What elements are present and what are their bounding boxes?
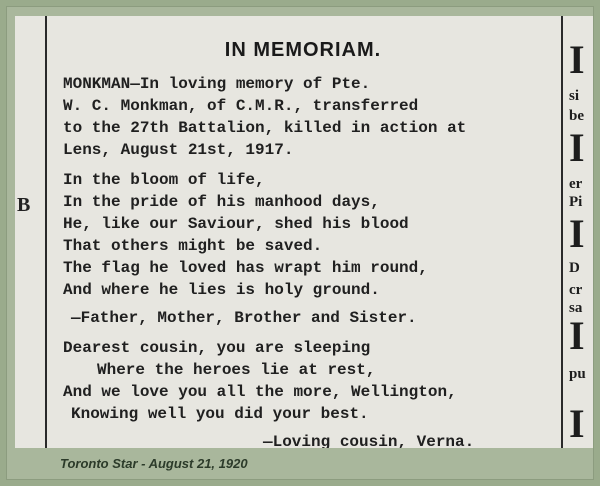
cousin-signature: —Loving cousin, Verna.: [263, 433, 475, 448]
verse-line: Where the heroes lie at rest,: [97, 361, 376, 379]
right-fragment: Pi: [569, 194, 583, 210]
right-fragment: sa: [569, 300, 583, 316]
left-fragment: B: [17, 194, 31, 216]
right-fragment: I: [569, 125, 585, 170]
right-column-rule: [561, 16, 563, 448]
verse-line: The flag he loved has wrapt him round,: [63, 259, 428, 277]
right-adjacent-column: [565, 16, 593, 448]
right-fragment: I: [569, 401, 585, 446]
verse-line: And where he lies is holy ground.: [63, 281, 380, 299]
right-fragment: be: [569, 108, 584, 124]
family-signature: —Father, Mother, Brother and Sister.: [71, 309, 417, 327]
right-fragment: er: [569, 176, 583, 192]
source-caption: Toronto Star - August 21, 1920: [60, 456, 248, 471]
verse-line: In the pride of his manhood days,: [63, 193, 380, 211]
verse-line: He, like our Saviour, shed his blood: [63, 215, 409, 233]
intro-line: Lens, August 21st, 1917.: [63, 141, 294, 159]
right-fragment: I: [569, 211, 585, 256]
right-fragment: cr: [569, 282, 583, 298]
verse-line: And we love you all the more, Wellington,: [63, 383, 457, 401]
memoriam-heading: IN MEMORIAM.: [224, 39, 382, 61]
verse-line: Knowing well you did your best.: [71, 405, 369, 423]
verse-line: Dearest cousin, you are sleeping: [63, 339, 371, 357]
left-column-rule: [45, 16, 47, 448]
intro-line: MONKMAN—In loving memory of Pte.: [63, 75, 371, 93]
verse-line: In the bloom of life,: [63, 171, 265, 189]
right-fragment: I: [569, 313, 585, 358]
right-fragment: I: [569, 37, 585, 82]
intro-line: to the 27th Battalion, killed in action at: [63, 119, 467, 137]
image-frame: [6, 6, 594, 480]
right-fragment: pu: [569, 366, 586, 382]
right-fragment: si: [569, 88, 580, 104]
memoriam-text: [63, 73, 553, 448]
intro-line: W. C. Monkman, of C.M.R., transferred: [63, 97, 419, 115]
left-adjacent-column: [15, 16, 44, 448]
newspaper-clipping: [15, 16, 593, 448]
right-fragment: D: [569, 260, 580, 276]
verse-line: That others might be saved.: [63, 237, 323, 255]
